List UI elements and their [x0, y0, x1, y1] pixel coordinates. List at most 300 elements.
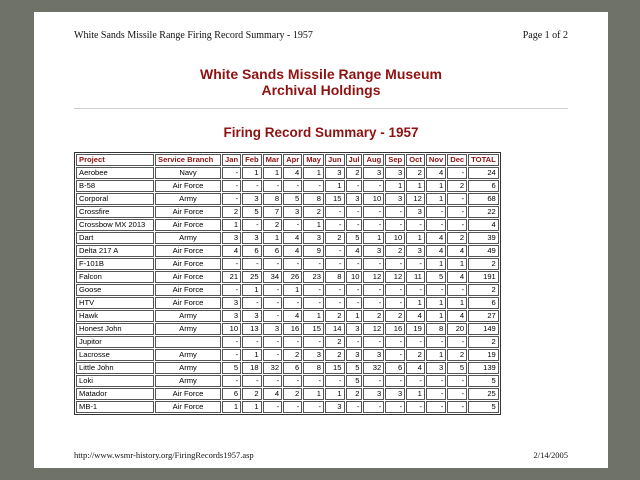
- month-cell: -: [222, 349, 241, 361]
- month-cell: 1: [242, 167, 262, 179]
- month-cell: 4: [283, 245, 302, 257]
- month-cell: 3: [242, 232, 262, 244]
- month-cell: 3: [242, 193, 262, 205]
- month-cell: -: [263, 310, 283, 322]
- month-cell: 4: [406, 362, 425, 374]
- total-cell: 2: [468, 258, 499, 270]
- month-cell: 1: [303, 219, 324, 231]
- month-cell: 4: [283, 232, 302, 244]
- month-cell: 14: [325, 323, 345, 335]
- month-cell: 3: [346, 349, 363, 361]
- month-cell: -: [325, 258, 345, 270]
- month-cell: -: [385, 401, 405, 413]
- month-cell: -: [222, 375, 241, 387]
- month-cell: -: [363, 297, 384, 309]
- month-cell: 5: [283, 193, 302, 205]
- month-cell: -: [303, 401, 324, 413]
- month-cell: 2: [242, 388, 262, 400]
- month-cell: -: [222, 258, 241, 270]
- month-cell: 1: [385, 180, 405, 192]
- month-cell: 2: [406, 167, 425, 179]
- branch-cell: Navy: [155, 167, 221, 179]
- month-cell: 3: [363, 245, 384, 257]
- project-cell: Loki: [76, 375, 154, 387]
- project-cell: HTV: [76, 297, 154, 309]
- column-header: Feb: [242, 154, 262, 166]
- month-cell: 26: [283, 271, 302, 283]
- month-cell: 1: [426, 180, 446, 192]
- month-cell: -: [385, 349, 405, 361]
- month-cell: 6: [283, 362, 302, 374]
- project-cell: Matador: [76, 388, 154, 400]
- branch-cell: Air Force: [155, 219, 221, 231]
- month-cell: 5: [426, 271, 446, 283]
- month-cell: 3: [325, 401, 345, 413]
- month-cell: 13: [242, 323, 262, 335]
- project-cell: B-58: [76, 180, 154, 192]
- month-cell: -: [263, 258, 283, 270]
- column-header: Jul: [346, 154, 363, 166]
- column-header: Aug: [363, 154, 384, 166]
- month-cell: -: [447, 336, 467, 348]
- month-cell: -: [363, 375, 384, 387]
- total-cell: 4: [468, 219, 499, 231]
- month-cell: -: [385, 258, 405, 270]
- month-cell: -: [426, 375, 446, 387]
- project-cell: MB-1: [76, 401, 154, 413]
- month-cell: 10: [385, 232, 405, 244]
- month-cell: -: [426, 401, 446, 413]
- month-cell: 2: [447, 180, 467, 192]
- month-cell: 1: [303, 310, 324, 322]
- month-cell: -: [346, 180, 363, 192]
- month-cell: -: [242, 219, 262, 231]
- month-cell: -: [406, 258, 425, 270]
- month-cell: -: [325, 284, 345, 296]
- month-cell: 3: [385, 193, 405, 205]
- month-cell: 1: [426, 310, 446, 322]
- column-header: May: [303, 154, 324, 166]
- table-row: [76, 401, 499, 413]
- column-header: Nov: [426, 154, 446, 166]
- month-cell: 3: [242, 310, 262, 322]
- month-cell: 3: [303, 349, 324, 361]
- project-cell: Aerobee: [76, 167, 154, 179]
- month-cell: -: [346, 401, 363, 413]
- month-cell: 15: [325, 362, 345, 374]
- total-cell: 39: [468, 232, 499, 244]
- month-cell: -: [263, 180, 283, 192]
- month-cell: 2: [447, 349, 467, 361]
- month-cell: 1: [447, 297, 467, 309]
- project-cell: Goose: [76, 284, 154, 296]
- month-cell: 3: [363, 388, 384, 400]
- project-cell: Lacrosse: [76, 349, 154, 361]
- month-cell: -: [222, 180, 241, 192]
- month-cell: 3: [222, 297, 241, 309]
- project-cell: Corporal: [76, 193, 154, 205]
- branch-cell: Army: [155, 375, 221, 387]
- month-cell: -: [447, 401, 467, 413]
- branch-cell: Air Force: [155, 258, 221, 270]
- table-row: [76, 284, 499, 296]
- column-header: Jan: [222, 154, 241, 166]
- table-row: [76, 219, 499, 231]
- month-cell: 2: [406, 349, 425, 361]
- total-cell: 2: [468, 336, 499, 348]
- total-cell: 24: [468, 167, 499, 179]
- month-cell: 9: [303, 245, 324, 257]
- month-cell: 1: [363, 232, 384, 244]
- month-cell: 2: [283, 388, 302, 400]
- month-cell: 2: [325, 310, 345, 322]
- month-cell: -: [406, 284, 425, 296]
- project-cell: Dart: [76, 232, 154, 244]
- month-cell: -: [346, 206, 363, 218]
- month-cell: 6: [385, 362, 405, 374]
- month-cell: -: [242, 336, 262, 348]
- month-cell: 5: [346, 362, 363, 374]
- month-cell: 4: [426, 232, 446, 244]
- month-cell: 12: [385, 271, 405, 283]
- project-cell: Jupitor: [76, 336, 154, 348]
- month-cell: -: [263, 284, 283, 296]
- month-cell: 2: [222, 206, 241, 218]
- month-cell: 1: [222, 219, 241, 231]
- month-cell: 2: [346, 167, 363, 179]
- divider: [74, 108, 568, 109]
- project-cell: Hawk: [76, 310, 154, 322]
- month-cell: -: [385, 206, 405, 218]
- total-cell: 149: [468, 323, 499, 335]
- month-cell: -: [346, 258, 363, 270]
- month-cell: 5: [222, 362, 241, 374]
- month-cell: -: [283, 336, 302, 348]
- total-cell: 6: [468, 297, 499, 309]
- month-cell: -: [363, 219, 384, 231]
- month-cell: -: [303, 180, 324, 192]
- month-cell: 5: [346, 232, 363, 244]
- month-cell: 5: [346, 375, 363, 387]
- month-cell: -: [363, 284, 384, 296]
- month-cell: -: [447, 375, 467, 387]
- month-cell: 25: [242, 271, 262, 283]
- month-cell: 4: [447, 271, 467, 283]
- month-cell: -: [242, 297, 262, 309]
- month-cell: 3: [406, 245, 425, 257]
- month-cell: 3: [222, 232, 241, 244]
- month-cell: 4: [406, 310, 425, 322]
- month-cell: -: [325, 219, 345, 231]
- column-header: Service Branch: [155, 154, 221, 166]
- month-cell: 19: [406, 323, 425, 335]
- month-cell: 3: [325, 167, 345, 179]
- month-cell: 1: [242, 349, 262, 361]
- branch-cell: Air Force: [155, 271, 221, 283]
- branch-cell: Air Force: [155, 245, 221, 257]
- month-cell: -: [363, 206, 384, 218]
- month-cell: -: [406, 375, 425, 387]
- total-cell: 25: [468, 388, 499, 400]
- branch-cell: Army: [155, 323, 221, 335]
- month-cell: 1: [242, 401, 262, 413]
- month-cell: 5: [242, 206, 262, 218]
- total-cell: 22: [468, 206, 499, 218]
- total-cell: 5: [468, 375, 499, 387]
- month-cell: 12: [363, 323, 384, 335]
- total-cell: 27: [468, 310, 499, 322]
- table-row: [76, 388, 499, 400]
- month-cell: 3: [303, 232, 324, 244]
- month-cell: -: [325, 375, 345, 387]
- month-cell: -: [222, 193, 241, 205]
- table-row: [76, 206, 499, 218]
- branch-cell: Air Force: [155, 401, 221, 413]
- month-cell: -: [385, 219, 405, 231]
- month-cell: 32: [263, 362, 283, 374]
- total-cell: 2: [468, 284, 499, 296]
- column-header: Sep: [385, 154, 405, 166]
- table-header-row: [76, 154, 499, 166]
- month-cell: 1: [426, 193, 446, 205]
- month-cell: 8: [303, 362, 324, 374]
- branch-cell: Army: [155, 362, 221, 374]
- month-cell: 6: [263, 245, 283, 257]
- month-cell: 2: [363, 310, 384, 322]
- month-cell: -: [426, 219, 446, 231]
- month-cell: 1: [263, 232, 283, 244]
- table-row: [76, 167, 499, 179]
- month-cell: 2: [447, 232, 467, 244]
- month-cell: 10: [346, 271, 363, 283]
- month-cell: 2: [385, 245, 405, 257]
- month-cell: -: [263, 349, 283, 361]
- month-cell: 1: [426, 349, 446, 361]
- firing-record-table: [74, 152, 501, 415]
- month-cell: -: [447, 388, 467, 400]
- branch-cell: Air Force: [155, 206, 221, 218]
- branch-cell: Army: [155, 193, 221, 205]
- month-cell: -: [242, 375, 262, 387]
- month-cell: 8: [263, 193, 283, 205]
- total-cell: 139: [468, 362, 499, 374]
- month-cell: -: [385, 297, 405, 309]
- month-cell: 32: [363, 362, 384, 374]
- month-cell: -: [363, 336, 384, 348]
- month-cell: 4: [447, 310, 467, 322]
- month-cell: 15: [325, 193, 345, 205]
- month-cell: -: [303, 336, 324, 348]
- month-cell: 4: [263, 388, 283, 400]
- month-cell: 4: [346, 245, 363, 257]
- month-cell: -: [263, 401, 283, 413]
- month-cell: 11: [406, 271, 425, 283]
- branch-cell: Air Force: [155, 180, 221, 192]
- month-cell: 18: [242, 362, 262, 374]
- month-cell: -: [447, 284, 467, 296]
- month-cell: -: [325, 297, 345, 309]
- month-cell: -: [263, 336, 283, 348]
- table-row: [76, 362, 499, 374]
- month-cell: 8: [303, 193, 324, 205]
- table-row: [76, 349, 499, 361]
- month-cell: -: [283, 401, 302, 413]
- month-cell: -: [447, 219, 467, 231]
- total-cell: 49: [468, 245, 499, 257]
- month-cell: 4: [447, 245, 467, 257]
- month-cell: -: [346, 336, 363, 348]
- month-cell: 2: [346, 388, 363, 400]
- table-row: [76, 310, 499, 322]
- month-cell: 12: [406, 193, 425, 205]
- month-cell: -: [363, 401, 384, 413]
- table-row: [76, 232, 499, 244]
- total-cell: 68: [468, 193, 499, 205]
- month-cell: -: [283, 375, 302, 387]
- month-cell: -: [447, 167, 467, 179]
- column-header: Dec: [447, 154, 467, 166]
- month-cell: -: [346, 219, 363, 231]
- month-cell: 2: [325, 336, 345, 348]
- month-cell: -: [447, 206, 467, 218]
- month-cell: 10: [222, 323, 241, 335]
- month-cell: 16: [385, 323, 405, 335]
- branch-cell: Army: [155, 310, 221, 322]
- month-cell: -: [283, 219, 302, 231]
- month-cell: -: [303, 284, 324, 296]
- month-cell: 2: [283, 349, 302, 361]
- branch-cell: Army: [155, 232, 221, 244]
- total-cell: 19: [468, 349, 499, 361]
- month-cell: -: [385, 336, 405, 348]
- month-cell: -: [363, 258, 384, 270]
- table-row: [76, 245, 499, 257]
- month-cell: 3: [283, 206, 302, 218]
- month-cell: -: [426, 284, 446, 296]
- month-cell: -: [346, 297, 363, 309]
- month-cell: 1: [406, 388, 425, 400]
- report-subtitle: Firing Record Summary - 1957: [223, 125, 419, 140]
- month-cell: 1: [242, 284, 262, 296]
- month-cell: 1: [283, 284, 302, 296]
- column-header: TOTAL: [468, 154, 499, 166]
- month-cell: 5: [447, 362, 467, 374]
- month-cell: 21: [222, 271, 241, 283]
- month-cell: 3: [363, 349, 384, 361]
- month-cell: 3: [406, 206, 425, 218]
- month-cell: 3: [363, 167, 384, 179]
- month-cell: 4: [222, 245, 241, 257]
- month-cell: 7: [263, 206, 283, 218]
- table-row: [76, 193, 499, 205]
- month-cell: 1: [406, 297, 425, 309]
- month-cell: 3: [346, 193, 363, 205]
- month-cell: 4: [283, 310, 302, 322]
- column-header: Jun: [325, 154, 345, 166]
- month-cell: 1: [325, 388, 345, 400]
- month-cell: -: [283, 258, 302, 270]
- total-cell: 5: [468, 401, 499, 413]
- month-cell: -: [303, 258, 324, 270]
- month-cell: 2: [325, 232, 345, 244]
- month-cell: -: [263, 297, 283, 309]
- table-row: [76, 323, 499, 335]
- month-cell: 10: [363, 193, 384, 205]
- column-header: Project: [76, 154, 154, 166]
- museum-title: White Sands Missile Range Museum: [200, 66, 442, 82]
- month-cell: -: [283, 297, 302, 309]
- table-row: [76, 375, 499, 387]
- month-cell: 1: [426, 297, 446, 309]
- column-header: Mar: [263, 154, 283, 166]
- month-cell: 1: [222, 401, 241, 413]
- project-cell: Falcon: [76, 271, 154, 283]
- table-row: [76, 336, 499, 348]
- month-cell: 15: [303, 323, 324, 335]
- month-cell: -: [325, 206, 345, 218]
- table-row: [76, 258, 499, 270]
- month-cell: 3: [346, 323, 363, 335]
- month-cell: -: [325, 245, 345, 257]
- month-cell: -: [363, 180, 384, 192]
- archive-title: Archival Holdings: [261, 82, 381, 98]
- month-cell: 1: [346, 310, 363, 322]
- month-cell: 4: [426, 167, 446, 179]
- month-cell: 12: [363, 271, 384, 283]
- project-cell: Crossbow MX 2013: [76, 219, 154, 231]
- page-number: Page 1 of 2: [522, 30, 568, 41]
- project-cell: Crossfire: [76, 206, 154, 218]
- month-cell: 1: [426, 258, 446, 270]
- total-cell: 191: [468, 271, 499, 283]
- month-cell: 23: [303, 271, 324, 283]
- month-cell: -: [222, 336, 241, 348]
- month-cell: -: [406, 401, 425, 413]
- column-header: Apr: [283, 154, 302, 166]
- table-row: [76, 180, 499, 192]
- month-cell: -: [385, 284, 405, 296]
- month-cell: 6: [242, 245, 262, 257]
- month-cell: -: [222, 284, 241, 296]
- month-cell: 16: [283, 323, 302, 335]
- month-cell: 3: [385, 388, 405, 400]
- month-cell: -: [406, 219, 425, 231]
- month-cell: 1: [447, 258, 467, 270]
- month-cell: 8: [426, 323, 446, 335]
- month-cell: -: [426, 336, 446, 348]
- branch-cell: [155, 336, 221, 348]
- month-cell: 1: [303, 388, 324, 400]
- month-cell: 4: [426, 245, 446, 257]
- project-cell: Little John: [76, 362, 154, 374]
- branch-cell: Air Force: [155, 297, 221, 309]
- month-cell: -: [426, 388, 446, 400]
- branch-cell: Air Force: [155, 284, 221, 296]
- project-cell: F-101B: [76, 258, 154, 270]
- project-cell: Delta 217 A: [76, 245, 154, 257]
- month-cell: 2: [303, 206, 324, 218]
- month-cell: 20: [447, 323, 467, 335]
- month-cell: 3: [222, 310, 241, 322]
- month-cell: -: [242, 180, 262, 192]
- month-cell: -: [263, 375, 283, 387]
- month-cell: -: [406, 336, 425, 348]
- branch-cell: Army: [155, 349, 221, 361]
- month-cell: 8: [325, 271, 345, 283]
- project-cell: Honest John: [76, 323, 154, 335]
- month-cell: 1: [325, 180, 345, 192]
- table-row: [76, 271, 499, 283]
